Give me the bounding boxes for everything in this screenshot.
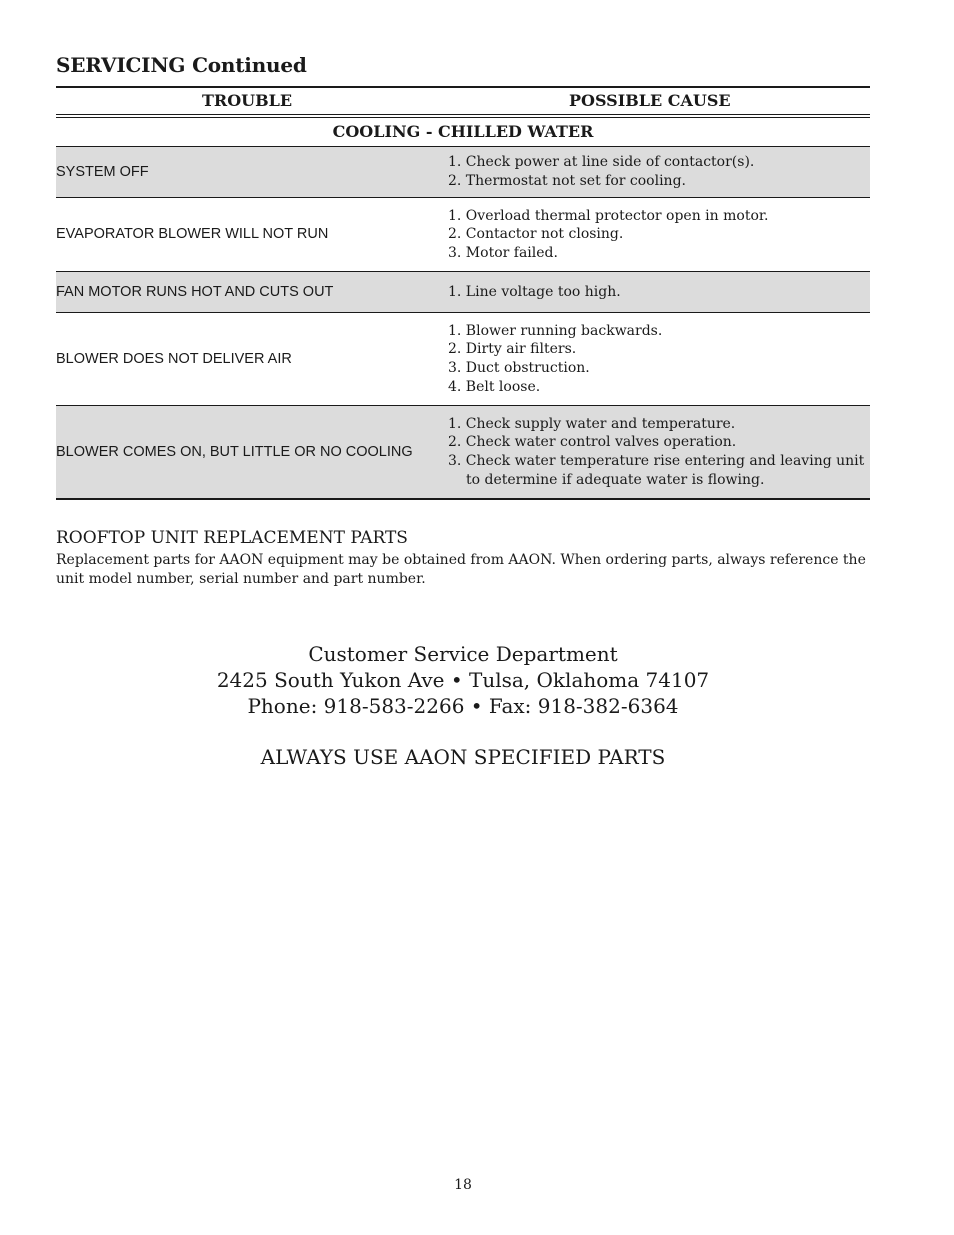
cause-cell [448, 415, 870, 489]
cause-item: 2. Check water control valves operation. [448, 434, 737, 451]
cause-cell [448, 322, 870, 396]
cause-item: 1. Blower running backwards. [448, 322, 663, 339]
trouble-cell: BLOWER DOES NOT DELIVER AIR [56, 350, 292, 367]
page-number: 18 [454, 1177, 472, 1193]
trouble-cell: EVAPORATOR BLOWER WILL NOT RUN [56, 226, 329, 242]
cause-item: 1. Overload thermal protector open in motor. [448, 207, 769, 224]
contact-block [56, 641, 870, 719]
column-header-cause: POSSIBLE CAUSE [569, 91, 731, 110]
troubleshooting-table [56, 86, 870, 500]
replacement-parts-title: ROOFTOP UNIT REPLACEMENT PARTS [56, 528, 408, 548]
table-row [56, 313, 870, 406]
trouble-cell: SYSTEM OFF [56, 163, 149, 180]
cause-cell [448, 283, 870, 302]
cause-cell [448, 153, 870, 190]
trouble-cell: FAN MOTOR RUNS HOT AND CUTS OUT [56, 283, 334, 300]
cause-item: 1. Check supply water and temperature. [448, 415, 736, 432]
contact-phone-fax: Phone: 918-583-2266 • Fax: 918-382-6364 [247, 694, 679, 718]
table-row [56, 406, 870, 500]
cause-cell [448, 207, 870, 263]
cause-item: 4. Belt loose. [448, 378, 541, 395]
trouble-cell: BLOWER COMES ON, BUT LITTLE OR NO COOLING [56, 443, 413, 460]
table-subheading: COOLING - CHILLED WATER [56, 117, 870, 147]
cause-item: 2. Contactor not closing. [448, 226, 624, 243]
cause-item: 1. Line voltage too high. [448, 283, 621, 300]
cause-item: 3. Motor failed. [448, 244, 558, 261]
contact-address: 2425 South Yukon Ave • Tulsa, Oklahoma 74107 [216, 668, 710, 692]
table-row [56, 198, 870, 272]
contact-department: Customer Service Department [308, 642, 618, 666]
replacement-parts-text: Replacement parts for AAON equipment may be obtained from AAON. When ordering parts, always reference the unit model number, serial number and part number. [56, 552, 866, 587]
table-row [56, 147, 870, 198]
cause-item: 3. Check water temperature rise entering and leaving unit to determine if adequate water is flowing. [448, 453, 865, 488]
cause-item: 2. Dirty air filters. [448, 341, 577, 358]
cause-item: 2. Thermostat not set for cooling. [448, 173, 686, 189]
always-use-notice: ALWAYS USE AAON SPECIFIED PARTS [260, 745, 666, 769]
column-header-trouble: TROUBLE [202, 91, 293, 110]
cause-item: 1. Check power at line side of contactor(s). [448, 154, 755, 171]
section-title: SERVICING Continued [56, 53, 307, 77]
cause-item: 3. Duct obstruction. [448, 360, 590, 376]
table-header [56, 86, 870, 115]
table-row [56, 272, 870, 313]
